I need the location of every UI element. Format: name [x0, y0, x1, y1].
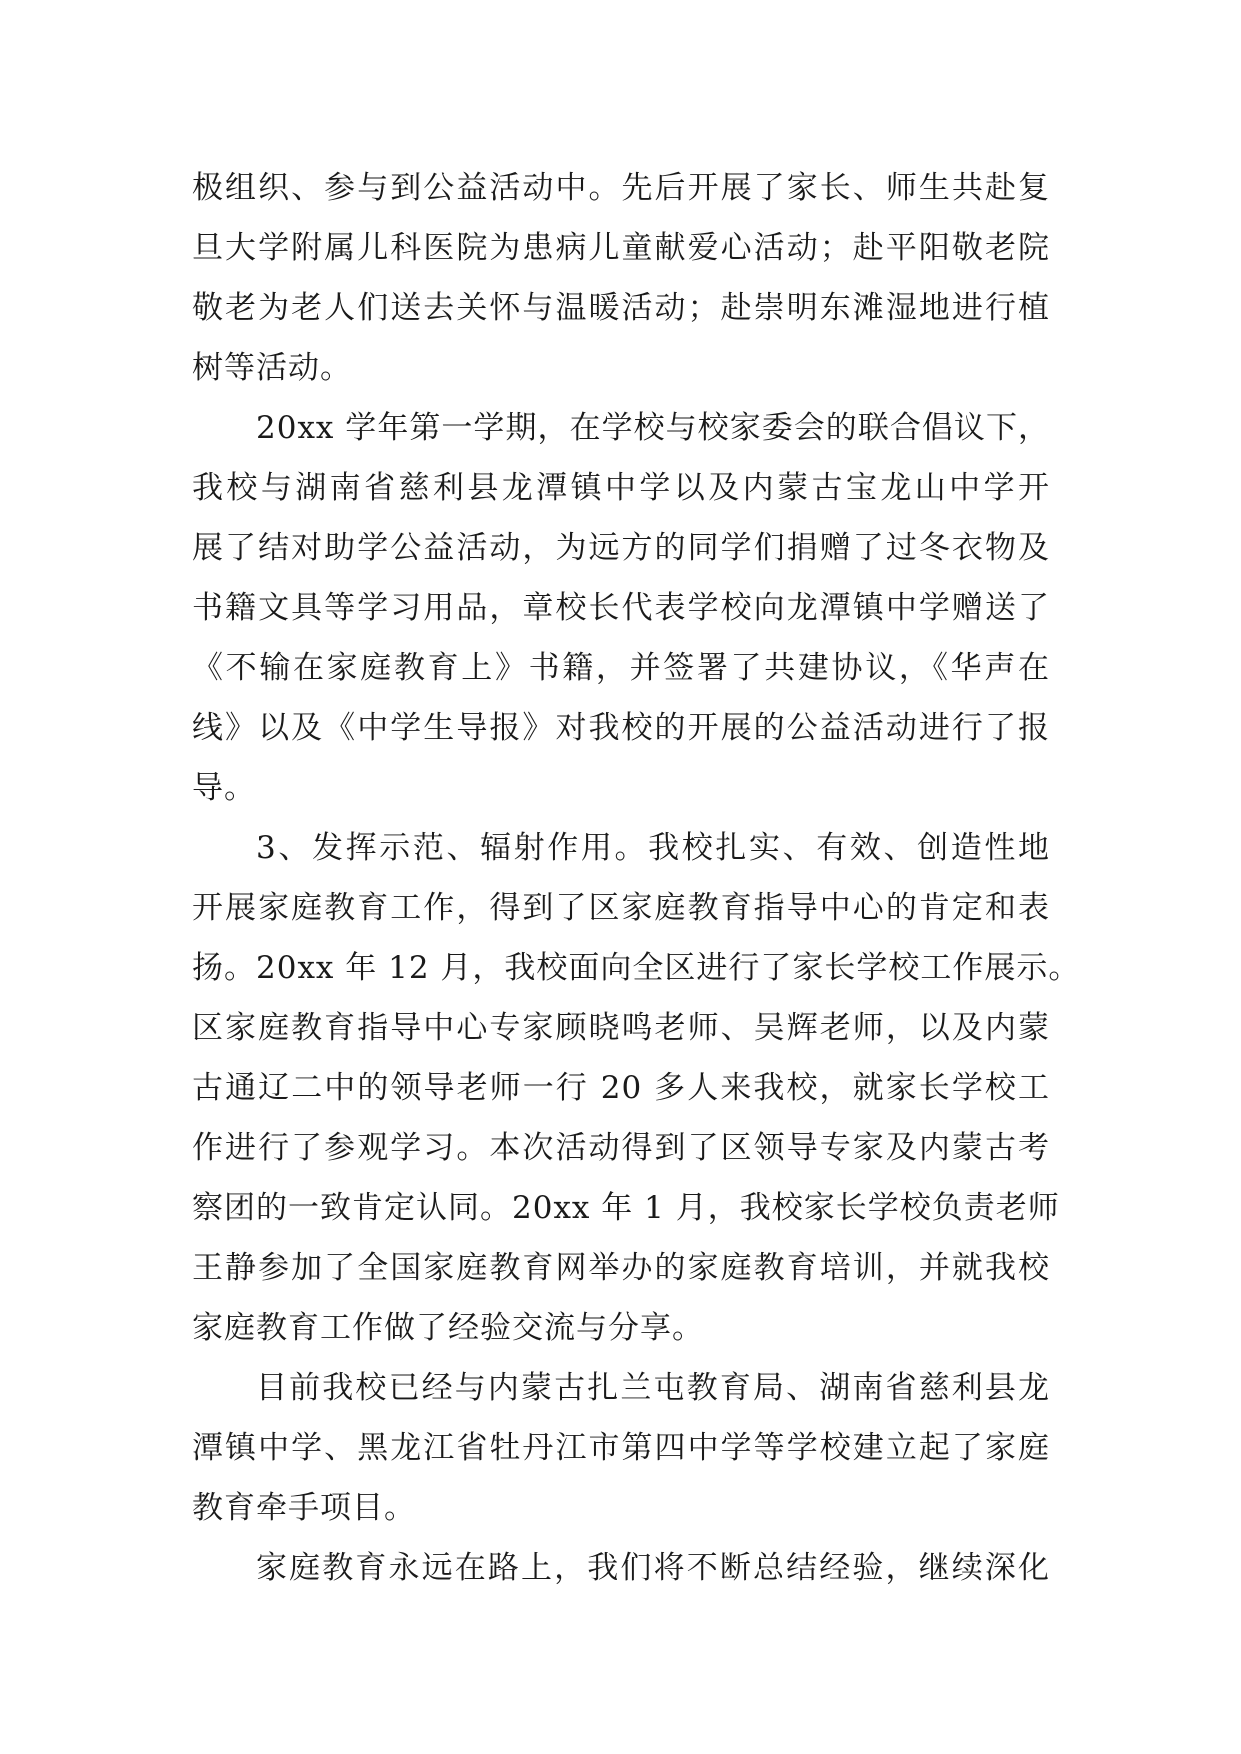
text-line: 我校与湖南省慈利县龙潭镇中学以及内蒙古宝龙山中学开 [192, 470, 1050, 506]
text-line: 家庭教育永远在路上，我们将不断总结经验，继续深化 [256, 1550, 1050, 1586]
text-line: 旦大学附属儿科医院为患病儿童献爱心活动；赴平阳敬老院 [192, 230, 1050, 266]
text-line: 扬。20xx 年 12 月，我校面向全区进行了家长学校工作展示。 [192, 950, 1081, 986]
text-line: 线》以及《中学生导报》对我校的开展的公益活动进行了报 [192, 710, 1050, 746]
text-line: 导。 [192, 770, 256, 806]
paragraph [192, 818, 1081, 1358]
paragraph [192, 158, 1050, 398]
text-line: 王静参加了全国家庭教育网举办的家庭教育培训，并就我校 [192, 1250, 1050, 1286]
paragraph [192, 1538, 1050, 1598]
text-line: 教育牵手项目。 [192, 1490, 416, 1526]
text-line: 察团的一致肯定认同。20xx 年 1 月，我校家长学校负责老师 [192, 1190, 1060, 1226]
document-body [192, 158, 1081, 1598]
paragraph [192, 1358, 1050, 1538]
text-line: 20xx 学年第一学期，在学校与校家委会的联合倡议下， [256, 410, 1050, 446]
text-line: 展了结对助学公益活动，为远方的同学们捐赠了过冬衣物及 [192, 530, 1050, 566]
text-line: 书籍文具等学习用品，章校长代表学校向龙潭镇中学赠送了 [192, 590, 1050, 626]
text-line: 《不输在家庭教育上》书籍，并签署了共建协议，《华声在 [192, 650, 1050, 686]
text-line: 区家庭教育指导中心专家顾晓鸣老师、吴辉老师，以及内蒙 [192, 1010, 1050, 1046]
text-line: 树等活动。 [192, 350, 352, 386]
text-line: 敬老为老人们送去关怀与温暖活动；赴崇明东滩湿地进行植 [192, 290, 1050, 326]
text-line: 作进行了参观学习。本次活动得到了区领导专家及内蒙古考 [192, 1130, 1050, 1166]
text-line: 极组织、参与到公益活动中。先后开展了家长、师生共赴复 [192, 170, 1050, 206]
text-line: 目前我校已经与内蒙古扎兰屯教育局、湖南省慈利县龙 [256, 1370, 1050, 1406]
text-line: 开展家庭教育工作，得到了区家庭教育指导中心的肯定和表 [192, 890, 1050, 926]
text-line: 3、发挥示范、辐射作用。我校扎实、有效、创造性地 [256, 830, 1050, 866]
text-line: 古通辽二中的领导老师一行 20 多人来我校，就家长学校工 [192, 1070, 1050, 1106]
text-line: 家庭教育工作做了经验交流与分享。 [192, 1310, 704, 1346]
paragraph [192, 398, 1050, 818]
text-line: 潭镇中学、黑龙江省牡丹江市第四中学等学校建立起了家庭 [192, 1430, 1050, 1466]
